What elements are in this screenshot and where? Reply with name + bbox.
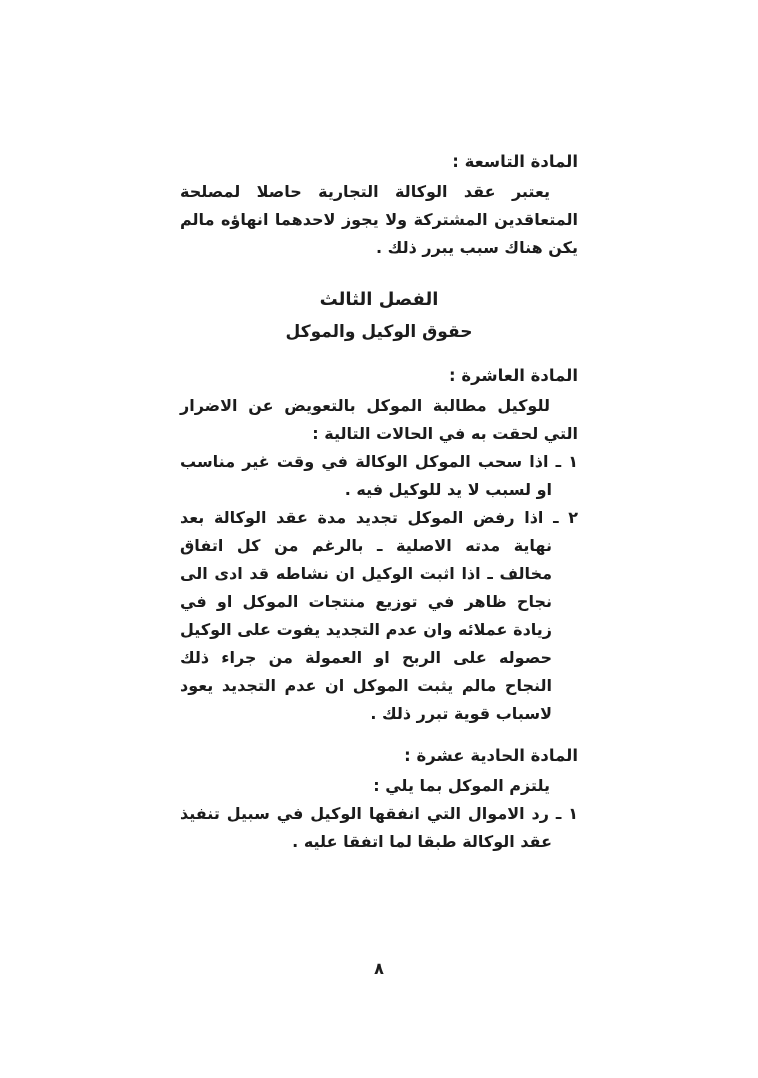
article-10-intro: للوكيل مطالبة الموكل بالتعويض عن الاضرار التي لحقت به في الحالات التالية :	[180, 396, 578, 443]
article-10-heading: المادة العاشرة :	[449, 366, 578, 385]
article-9	[180, 148, 578, 262]
article-9-heading: المادة التاسعة :	[452, 152, 578, 171]
article-10-clause-2: ٢ ـ اذا رفض الموكل تجديد مدة عقد الوكالة بعد نهاية مدته الاصلية ـ بالرغم من كل اتفاق مخالف ـ اذا اثبت الوكيل ان نشاطه قد ادى الى نجاح ظاهر في توزيع منتجات الموكل او في زيادة عملائه وان عدم التجديد يفوت على الوكيل حصوله على الربح او العمولة من جراء ذلك النجاح مالم يثبت الموكل ان عدم التجديد يعود لاسباب قوية تبرر ذلك .	[180, 508, 578, 723]
page-number: ٨	[374, 959, 384, 978]
spacer	[180, 728, 578, 742]
article-9-body: يعتبر عقد الوكالة التجارية حاصلا لمصلحة المتعاقدين المشتركة ولا يجوز لاحدهما انهاؤه مالم يكن هناك سبب يبرر ذلك .	[180, 182, 578, 257]
article-11	[180, 742, 578, 856]
article-11-heading: المادة الحادية عشرة :	[404, 746, 578, 765]
chapter-heading-block	[180, 284, 578, 348]
text-column	[180, 148, 578, 856]
article-11-clause-1: ١ ـ رد الاموال التي انفقها الوكيل في سبيل تنفيذ عقد الوكالة طبقا لما اتفقا عليه .	[180, 804, 578, 851]
chapter-subtitle: حقوق الوكيل والموكل	[285, 322, 473, 342]
article-10	[180, 362, 578, 728]
chapter-title: الفصل الثالث	[319, 289, 439, 310]
article-10-clause-1: ١ ـ اذا سحب الموكل الوكالة في وقت غير مناسب او لسبب لا يد للوكيل فيه .	[180, 452, 578, 499]
article-11-intro: يلتزم الموكل بما يلي :	[373, 776, 550, 795]
